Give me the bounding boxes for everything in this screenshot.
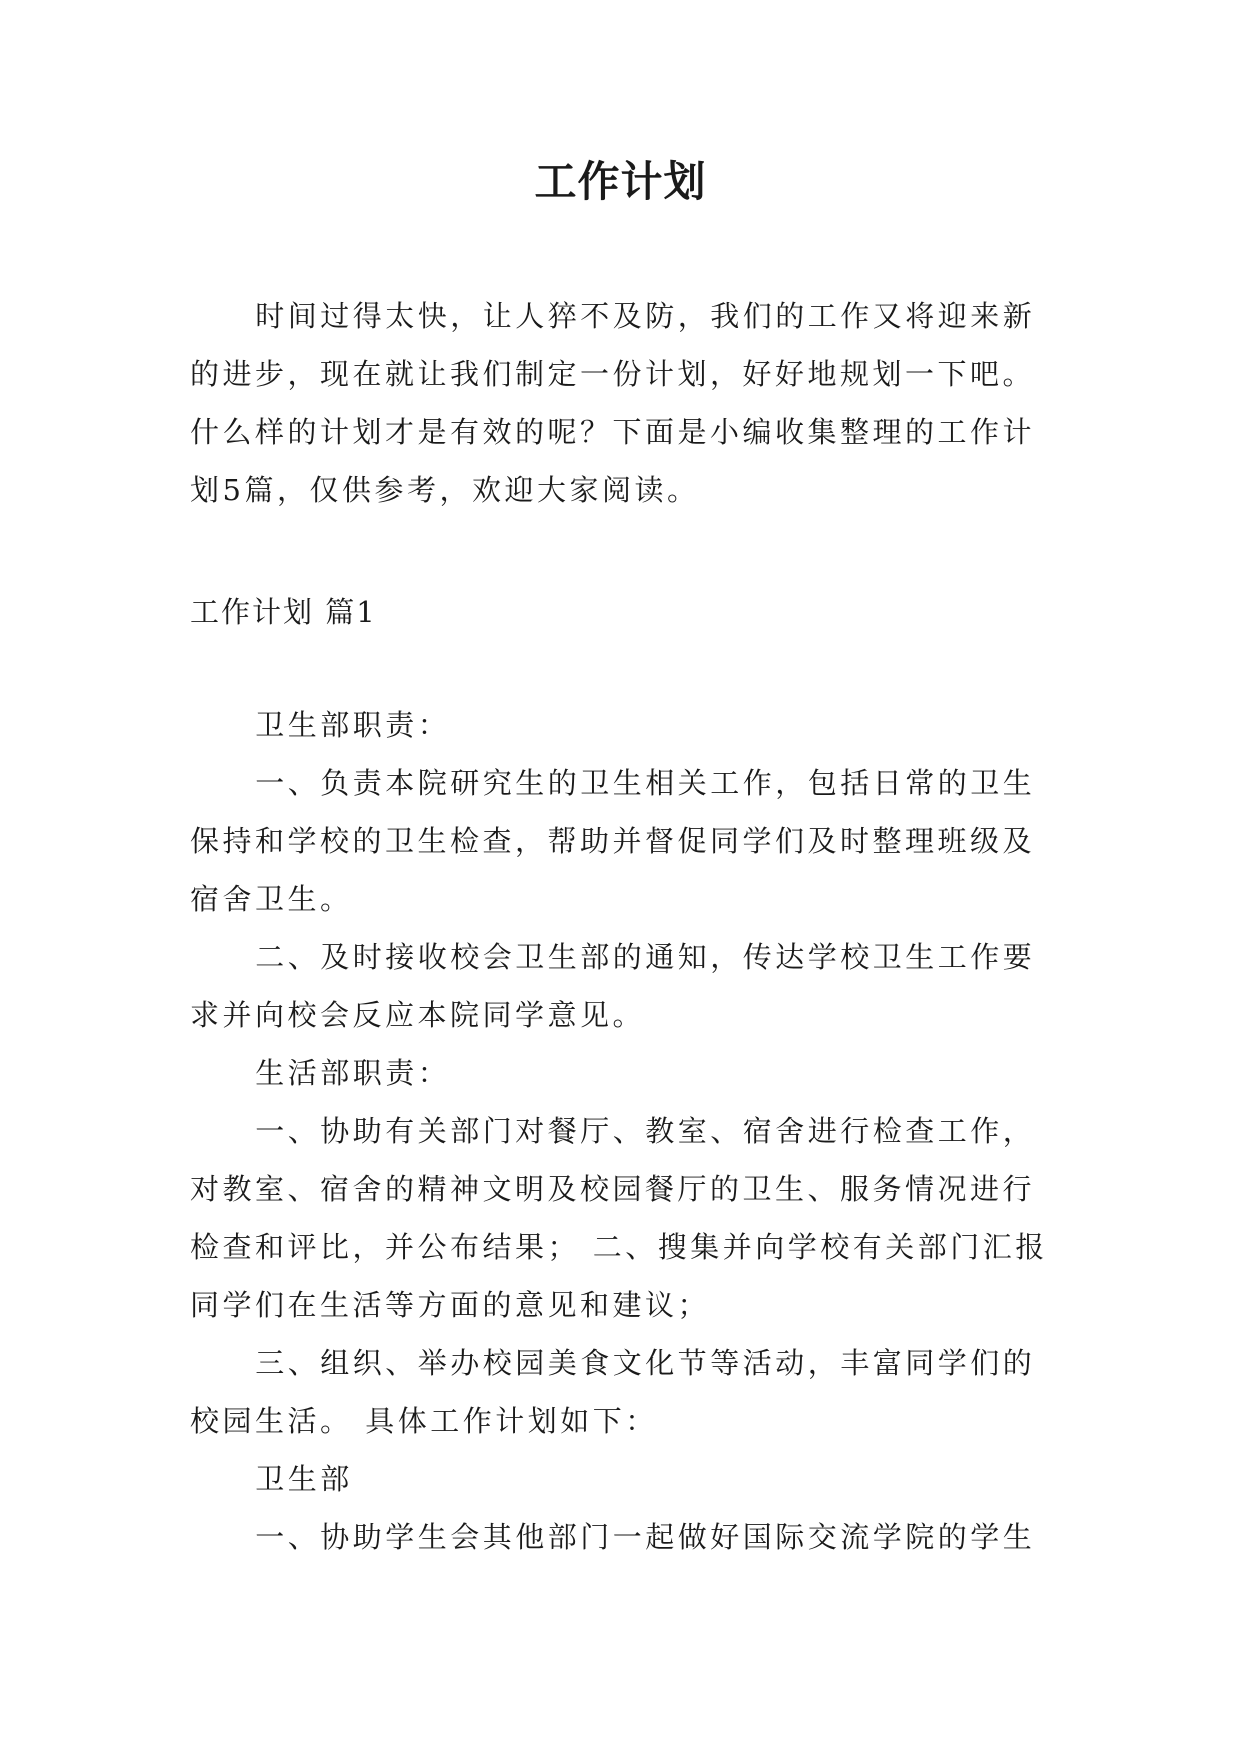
paragraph: 生活部职责： [255, 1056, 451, 1090]
section-content [190, 696, 1050, 1566]
paragraph: 一、协助学生会其他部门一起做好国际交流学院的学生 [255, 1520, 1036, 1554]
paragraph: 卫生部职责： [255, 708, 451, 742]
paragraph: 二、及时接收校会卫生部的通知，传达学校卫生工作要求并向校会反应本院同学意见。 [190, 940, 1036, 1032]
intro-text: 时间过得太快，让人猝不及防，我们的工作又将迎来新的进步，现在就让我们制定一份计划，好好地规划一下吧。什么样的计划才是有效的呢？下面是小编收集整理的工作计划5篇，仅供参考，欢迎大家阅读。 [190, 299, 1036, 507]
paragraph: 卫生部 [255, 1462, 353, 1496]
paragraph: 一、协助有关部门对餐厅、教室、宿舍进行检查工作，对教室、宿舍的精神文明及校园餐厅的卫生、服务情况进行检查和评比，并公布结果； 二、搜集并向学校有关部门汇报同学们在生活等方面的意见和建议； [190, 1114, 1048, 1322]
paragraph: 三、组织、举办校园美食文化节等活动，丰富同学们的校园生活。 具体工作计划如下： [190, 1346, 1036, 1438]
intro-paragraph [190, 287, 1050, 519]
paragraph: 一、负责本院研究生的卫生相关工作，包括日常的卫生保持和学校的卫生检查，帮助并督促同学们及时整理班级及宿舍卫生。 [190, 766, 1036, 916]
section-heading: 工作计划 篇1 [190, 595, 377, 629]
document-title: 工作计划 [534, 157, 707, 206]
